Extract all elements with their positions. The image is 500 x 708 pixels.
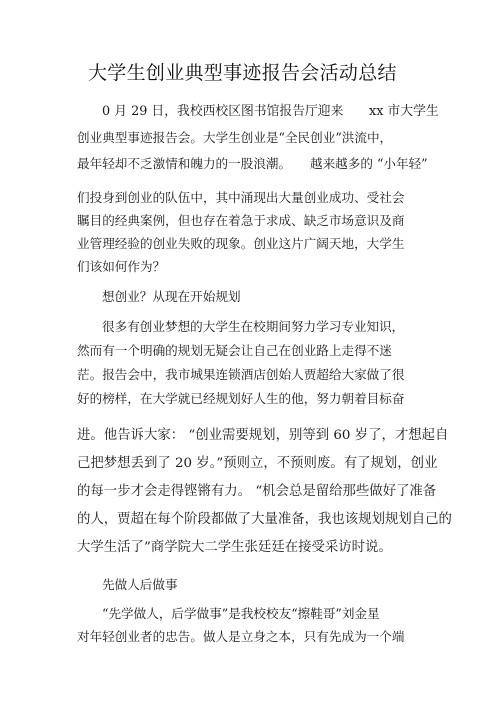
paragraph-line: 0 月 29 日，我校西校区图书馆报告厅迎来 xx 市大学生 <box>102 104 439 119</box>
paragraph-line: 最年轻却不乏激情和魄力的一股浪潮。 越来越多的 “小年轻” <box>77 156 428 171</box>
section-heading: 先做人后做事 <box>102 577 178 592</box>
paragraph-line: 业管理经验的创业失败的现象。创业这片广阔天地，大学生 <box>77 236 405 251</box>
paragraph-line: 们投身到创业的队伍中，其中涌现出大量创业成功、受社会 <box>77 190 405 205</box>
paragraph-line: 己把梦想丢到了 20 岁。”预则立，不预则废。有了规划，创业 <box>77 456 438 471</box>
paragraph-line: 们该如何作为？ <box>77 259 166 274</box>
paragraph-line: “先学做人，后学做事”是我校校友“擦鞋哥”刘金星 <box>102 606 380 621</box>
paragraph-line: 瞩目的经典案例，但也存在着急于求成、缺乏市场意识及商 <box>77 213 405 228</box>
paragraph-line: 茫。报告会中，我市城果连锁酒店创始人贾超给大家做了很 <box>77 367 405 382</box>
paragraph-line: 进。他告诉大家： “创业需要规划，别等到 60 岁了，才想起自 <box>77 428 449 443</box>
section-heading: 想创业？从现在开始规划 <box>102 289 241 304</box>
paragraph-line: 对年轻创业者的忠告。做人是立身之本，只有先成为一个端 <box>77 629 405 644</box>
paragraph-line: 的人，贾超在每个阶段都做了大量准备，我也该规划规划自己的 <box>77 512 452 527</box>
paragraph-line: 的每一步才会走得铿锵有力。 “机会总是留给那些做好了准备 <box>77 484 437 499</box>
paragraph-line: 大学生活了”商学院大二学生张廷廷在接受采访时说。 <box>77 540 392 555</box>
document-title: 大学生创业典型事迹报告会活动总结 <box>88 62 397 84</box>
paragraph-line: 创业典型事迹报告会。大学生创业是“全民创业”洪流中， <box>77 130 393 145</box>
paragraph-line: 好的榜样，在大学就已经规划好人生的他，努力朝着目标奋 <box>77 391 405 406</box>
paragraph-line: 然而有一个明确的规划无疑会让自己在创业路上走得不迷 <box>77 343 392 358</box>
paragraph-line: 很多有创业梦想的大学生在校期间努力学习专业知识， <box>102 319 405 334</box>
